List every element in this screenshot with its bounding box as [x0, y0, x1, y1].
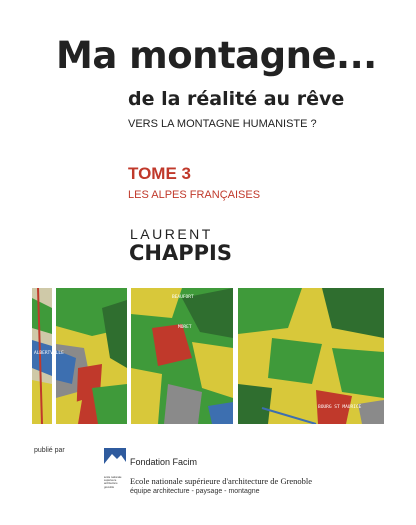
foundation-name: Fondation Facim — [130, 457, 198, 467]
map-panel-3 — [131, 288, 233, 424]
school-logo-line: architecture — [104, 482, 118, 486]
map-panel-1 — [32, 288, 52, 424]
published-by-label: publié par — [34, 447, 65, 454]
school-logo-line: école nationale — [104, 476, 122, 479]
school-logo-line: supérieure — [104, 479, 117, 483]
tome-number: TOME 3 — [128, 164, 191, 183]
author-last-name: CHAPPIS — [129, 241, 232, 265]
map-illustration — [32, 288, 384, 424]
book-title: Ma montagne... — [56, 34, 377, 77]
series-title: VERS LA MONTAGNE HUMANISTE ? — [128, 118, 317, 130]
school-logo-line: grenoble — [104, 485, 115, 489]
map-label-beaufort: BEAUFORT — [172, 295, 194, 300]
map-label-bourg-st-maurice: BOURG ST MAURICE — [318, 405, 362, 410]
school-logo-text — [104, 476, 130, 489]
team-name: équipe architecture - paysage - montagne — [130, 488, 260, 495]
map-label-moret: MORET — [178, 325, 192, 330]
map-panel-4 — [238, 288, 384, 424]
facim-logo — [104, 448, 126, 464]
author-first-name: LAURENT — [130, 226, 213, 242]
map-panel-2 — [56, 288, 127, 424]
map-label-albertville: ALBERTVILLE — [34, 351, 64, 356]
book-subtitle: de la réalité au rêve — [128, 88, 345, 110]
volume-title: LES ALPES FRANÇAISES — [128, 189, 261, 201]
school-name: Ecole nationale supérieure d'architecture de Grenoble — [130, 476, 313, 486]
